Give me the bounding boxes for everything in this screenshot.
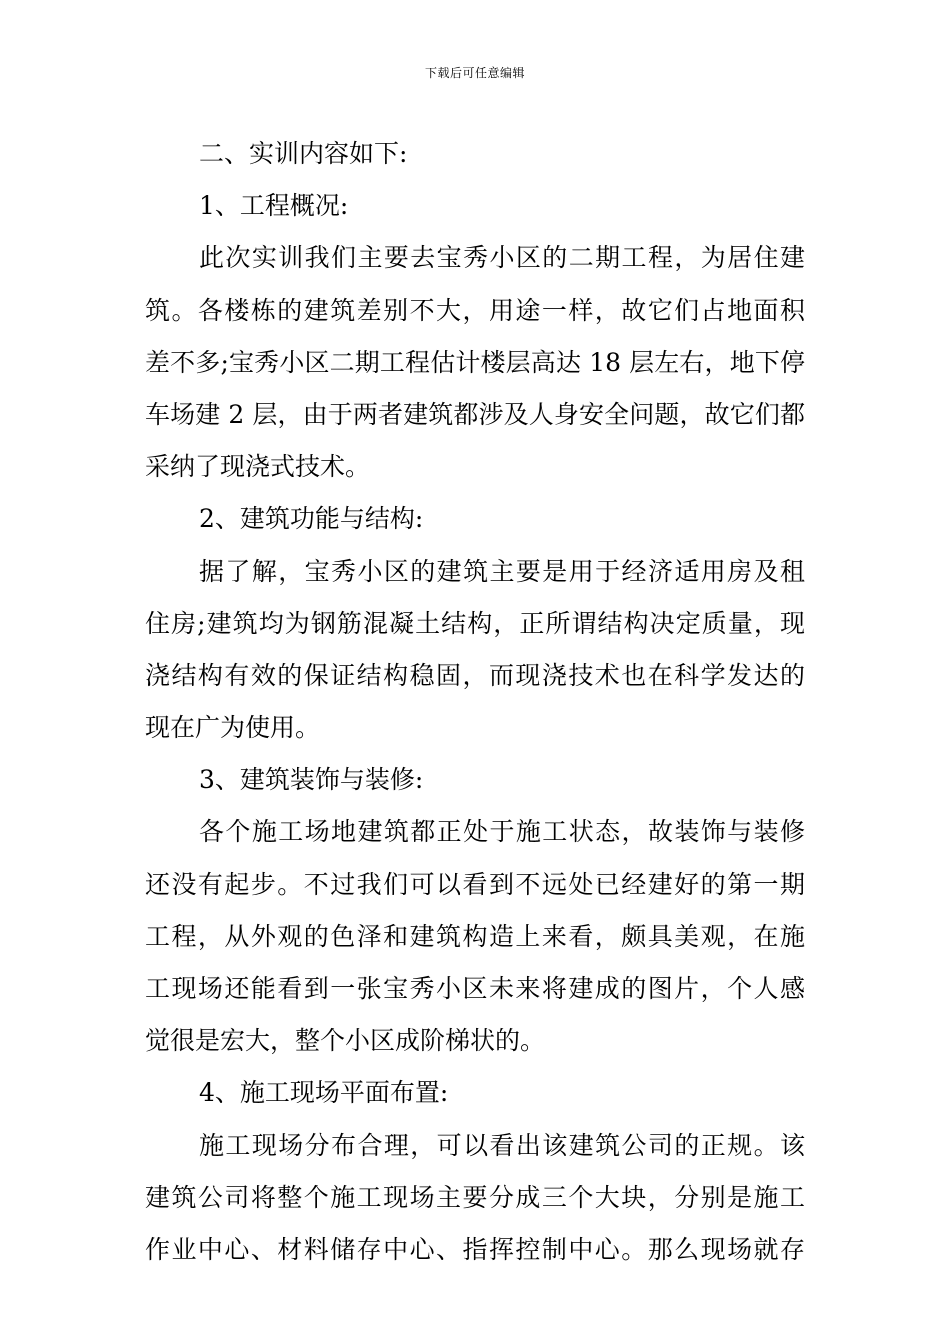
text-line: 二、实训内容如下: — [199, 139, 408, 168]
text-line: 浇结构有效的保证结构稳固，而现浇技术也在科学发达的 — [145, 660, 805, 690]
text-line: 现在广为使用。 — [145, 713, 321, 743]
text-line: 建筑公司将整个施工现场主要分成三个大块，分别是施工 — [145, 1182, 805, 1212]
text-line: 据了解，宝秀小区的建筑主要是用于经济适用房及租 — [199, 556, 805, 586]
text-line: 各个施工场地建筑都正处于施工状态，故装饰与装修 — [199, 817, 805, 847]
header-note: 下载后可任意编辑 — [424, 66, 525, 80]
document-body — [145, 128, 805, 1276]
text-line: 4、施工现场平面布置: — [199, 1078, 449, 1108]
text-line: 工现场还能看到一张宝秀小区未来将建成的图片，个人感 — [145, 974, 805, 1003]
text-line: 此次实训我们主要去宝秀小区的二期工程，为居住建 — [199, 243, 805, 273]
text-line: 差不多;宝秀小区二期工程估计楼层高达 18 层左右，地下停 — [145, 347, 805, 377]
text-line: 工程，从外观的色泽和建筑构造上来看，颇具美观，在施 — [145, 921, 805, 951]
text-line: 觉很是宏大，整个小区成阶梯状的。 — [145, 1026, 546, 1056]
text-line: 2、建筑功能与结构: — [199, 504, 424, 534]
text-line: 采纳了现浇式技术。 — [145, 452, 371, 482]
text-line: 施工现场分布合理，可以看出该建筑公司的正规。该 — [199, 1130, 805, 1160]
text-line: 车场建 2 层，由于两者建筑都涉及人身安全问题，故它们都 — [145, 399, 805, 429]
text-line: 3、建筑装饰与装修: — [199, 765, 424, 795]
text-line: 住房;建筑均为钢筋混凝土结构，正所谓结构决定质量，现 — [145, 608, 805, 638]
text-line: 筑。各楼栋的建筑差别不大，用途一样，故它们占地面积 — [145, 295, 805, 325]
text-line: 作业中心、材料储存中心、指挥控制中心。那么现场就存 — [145, 1234, 805, 1264]
text-line: 1、工程概况: — [199, 191, 349, 221]
text-line: 还没有起步。不过我们可以看到不远处已经建好的第一期 — [145, 869, 805, 899]
